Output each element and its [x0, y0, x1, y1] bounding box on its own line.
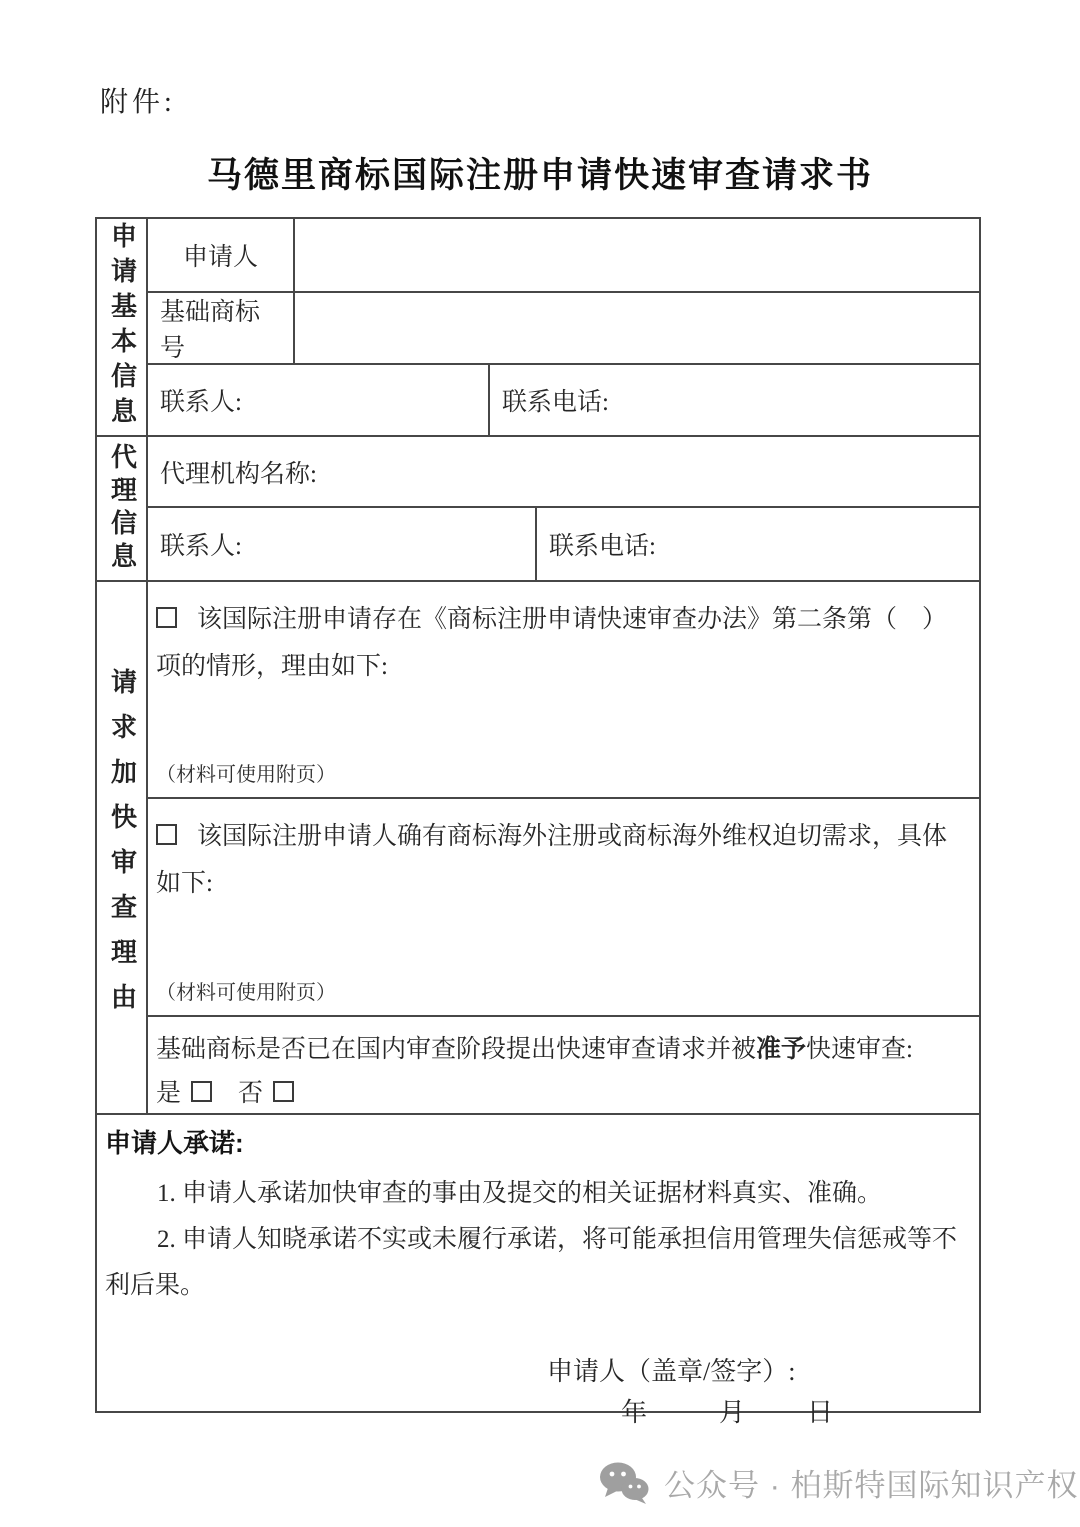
domestic-question-emphasis: 准予 [756, 1035, 807, 1063]
reason-option1-row [148, 582, 979, 799]
agent-phone-label: 联系电话: [549, 533, 656, 560]
domestic-question-suffix: 快速审查: [806, 1036, 913, 1063]
attachment-label: 附件: [100, 87, 176, 118]
commitment-item-1: 1. 申请人承诺加快审查的事由及提交的相关证据材料真实、准确。 [157, 1180, 883, 1207]
review-reasons-side-cell [97, 582, 148, 1113]
page-title: 马德里商标国际注册申请快速审查请求书 [206, 156, 873, 195]
agent-contact-label: 联系人: [160, 533, 242, 560]
date-year-label: 年 [621, 1398, 648, 1427]
basic-phone-cell[interactable] [490, 365, 979, 435]
date-month-label: 月 [719, 1398, 746, 1427]
wechat-icon [598, 1461, 650, 1505]
trademark-no-row [148, 293, 979, 365]
agent-info-side-cell [97, 437, 148, 580]
option2-checkbox[interactable] [156, 824, 177, 845]
basic-contact-row [148, 365, 979, 435]
applicant-value-cell[interactable] [295, 219, 979, 291]
no-label: 否 [238, 1080, 264, 1107]
agency-name-cell[interactable] [148, 437, 979, 506]
agency-name-row [148, 437, 979, 508]
section-basic-info [97, 219, 979, 437]
request-form-table [95, 217, 981, 1427]
watermark [598, 1460, 1079, 1505]
option2-text: 该国际注册申请人确有商标海外注册或商标海外维权迫切需求，具体如下: [156, 823, 948, 897]
agent-contact-cell[interactable] [148, 508, 537, 580]
option1-text: 该国际注册申请存在《商标注册申请快速审查办法》第二条第（ ）项的情形，理由如下: [156, 606, 948, 680]
agent-contact-row [148, 508, 979, 580]
date-day-label: 日 [807, 1398, 834, 1427]
option1-checkbox[interactable] [156, 607, 177, 628]
trademark-no-value-cell[interactable] [295, 293, 979, 363]
yes-no-line [156, 1072, 965, 1116]
option1-note: （材料可使用附页） [156, 764, 336, 786]
yes-label: 是 [156, 1080, 182, 1107]
basic-info-side-cell [97, 219, 148, 435]
signature-line [105, 1351, 963, 1388]
signature-label: 申请人（盖章/签字）: [547, 1357, 796, 1386]
basic-contact-label: 联系人: [160, 389, 242, 416]
domestic-question-prefix: 基础商标是否已在国内审查阶段提出快速审查请求并被 [156, 1036, 757, 1063]
applicant-row [148, 219, 979, 293]
commitment-heading: 申请人承诺: [105, 1128, 244, 1158]
applicant-label: 申请人 [148, 219, 295, 291]
section-agent-info [97, 437, 979, 582]
no-checkbox[interactable] [273, 1081, 294, 1102]
agent-phone-cell[interactable] [537, 508, 979, 580]
yes-checkbox[interactable] [191, 1081, 212, 1102]
trademark-no-label: 基础商标号 [148, 293, 295, 363]
section-commitment [97, 1115, 979, 1427]
basic-phone-label: 联系电话: [502, 389, 609, 416]
agent-info-side-label: 代理信息 [107, 442, 137, 575]
commitment-item-2: 2. 申请人知晓承诺不实或未履行承诺，将可能承担信用管理失信惩戒等不利后果。 [105, 1226, 958, 1299]
reason-option1-text-block [156, 596, 963, 690]
date-line [105, 1392, 963, 1429]
option2-note: （材料可使用附页） [156, 982, 336, 1004]
review-reasons-side-label: 请求加快审查理由 [107, 667, 137, 1028]
basic-contact-cell[interactable] [148, 365, 490, 435]
watermark-text: 公众号 · 柏斯特国际知识产权 [664, 1468, 1079, 1503]
reason-option2-row [148, 799, 979, 1017]
reason-option2-text-block [156, 813, 963, 907]
agency-name-label: 代理机构名称: [160, 460, 317, 488]
commitment-cell [97, 1115, 979, 1427]
section-review-reasons [97, 582, 979, 1115]
domestic-question-line [156, 1027, 965, 1072]
domestic-question-row [148, 1017, 979, 1113]
basic-info-side-label: 申请基本信息 [107, 222, 137, 432]
